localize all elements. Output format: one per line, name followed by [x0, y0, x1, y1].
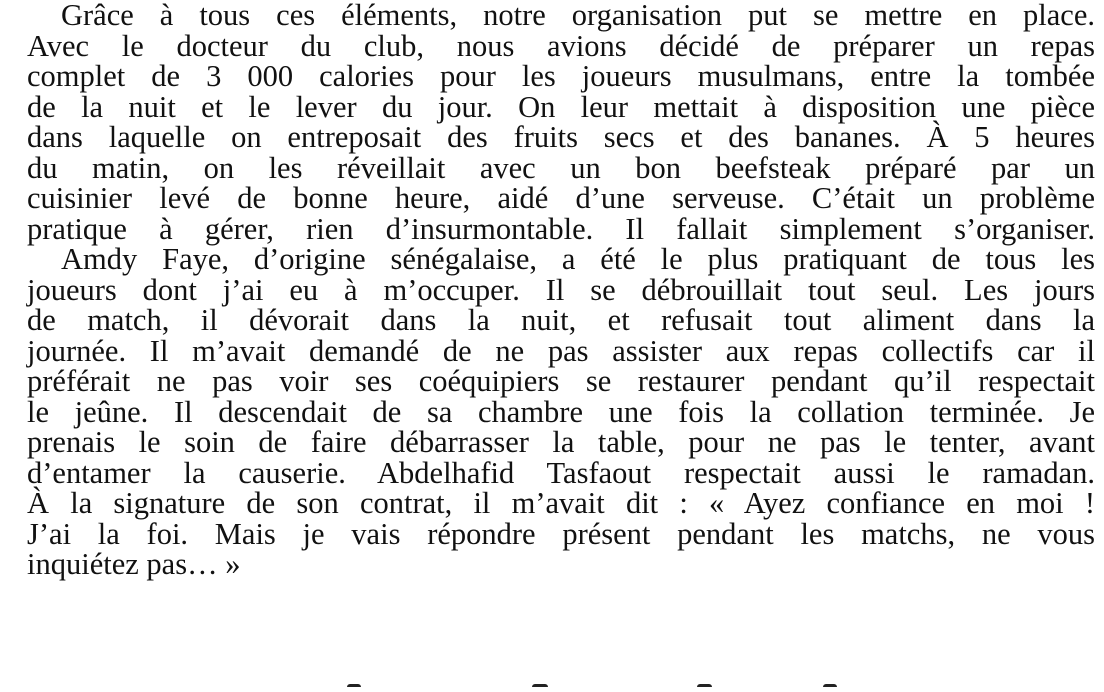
text-line: de match, il dévorait dans la nuit, et refusait tout aliment dans la [27, 303, 1095, 337]
text-line: prenais le soin de faire débarrasser la table, pour ne pas le tenter, avant [27, 425, 1095, 459]
paragraph-2 [27, 244, 1095, 580]
text-line: de la nuit et le lever du jour. On leur mettait à disposition une pièce [27, 89, 1095, 124]
text-line: préférait ne pas voir ses coéquipiers se restaurer pendant qu’il respectait [27, 364, 1095, 398]
text-line: Amdy Faye, d’origine sénégalaise, a été le plus pratiquant de tous les [61, 242, 1095, 276]
text-line: le jeûne. Il descendait de sa chambre une fois la collation terminée. Je [27, 394, 1095, 429]
text-line: Grâce à tous ces éléments, notre organisation put se mettre en place. [61, 0, 1095, 32]
text-line: inquiétez pas… » [27, 547, 241, 581]
document-page [27, 0, 1095, 580]
text-line: dans laquelle on entreposait des fruits secs et des bananes. À 5 heures [27, 120, 1095, 154]
text-line: joueurs dont j’ai eu à m’occuper. Il se débrouillait tout seul. Les jours [27, 272, 1095, 307]
text-line: pratique à gérer, rien d’insurmontable. Il fallait simplement s’organiser. [27, 211, 1095, 246]
text-line: journée. Il m’avait demandé de ne pas assister aux repas collectifs car il [27, 333, 1095, 368]
text-line: J’ai la foi. Mais je vais répondre présent pendant les matchs, ne vous [27, 516, 1095, 551]
text-line: À la signature de son contrat, il m’avait dit : « Ayez confiance en moi ! [27, 486, 1095, 520]
paragraph-1 [27, 0, 1095, 244]
text-line: cuisinier levé de bonne heure, aidé d’une serveuse. C’était un problème [27, 181, 1095, 215]
text-line: du matin, on les réveillait avec un bon beefsteak préparé par un [27, 150, 1095, 185]
cropped-next-line [27, 684, 1095, 692]
text-line: Avec le docteur du club, nous avions décidé de préparer un repas [27, 28, 1095, 63]
text-line: complet de 3 000 calories pour les joueurs musulmans, entre la tombée [27, 59, 1095, 93]
text-line: d’entamer la causerie. Abdelhafid Tasfaout respectait aussi le ramadan. [27, 455, 1095, 490]
